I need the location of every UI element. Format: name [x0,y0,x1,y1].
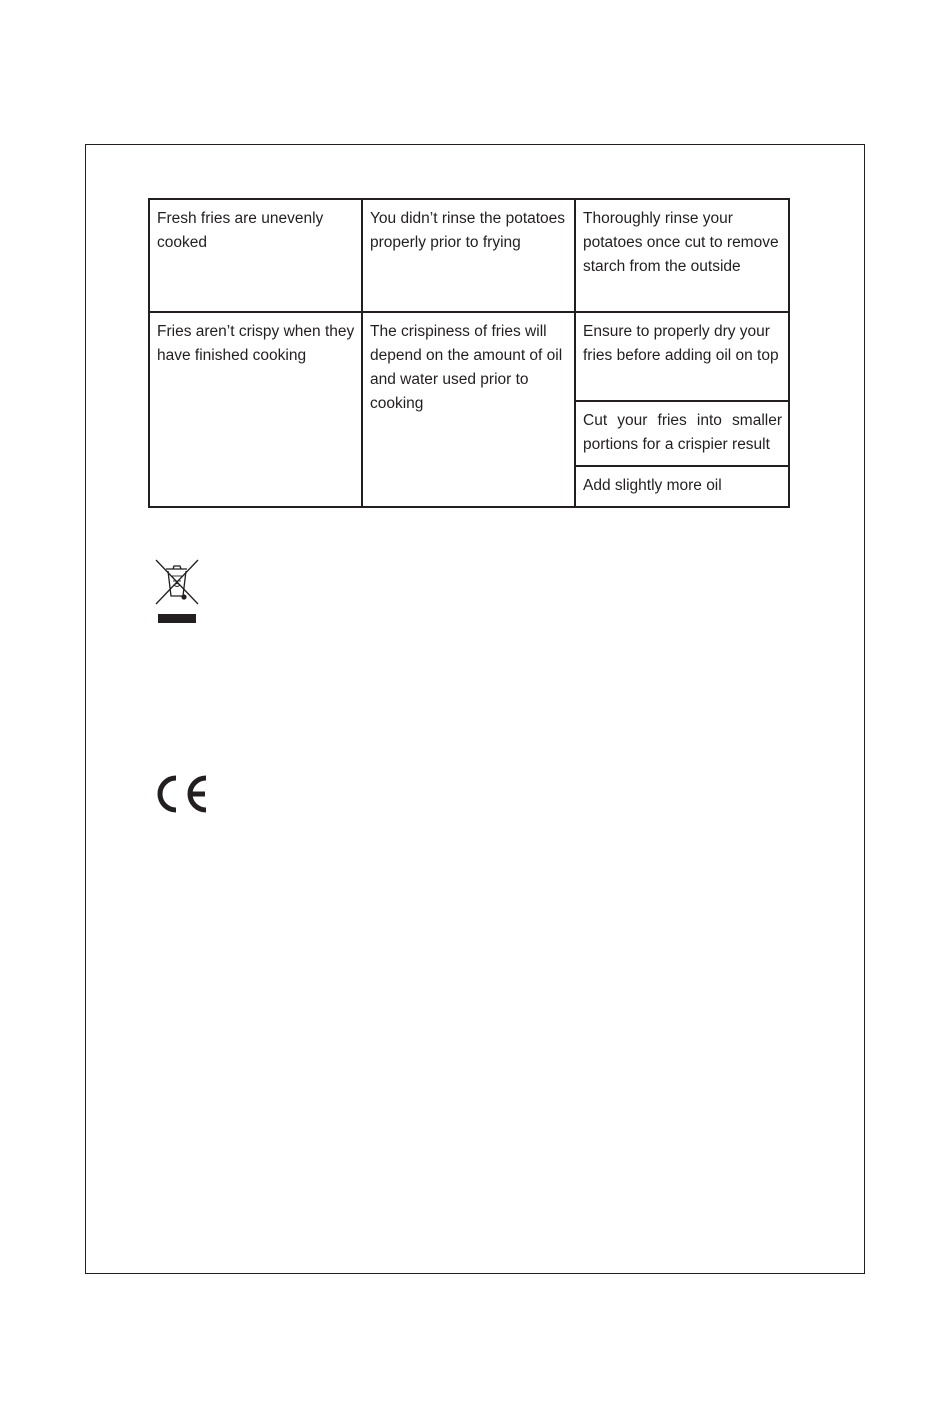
table-row [149,199,789,312]
cause-cell: You didn’t rinse the potatoes properly prior to frying [362,199,575,312]
table-row [149,312,789,401]
crossed-out-wheelie-bin-icon [152,556,202,626]
solution-cell: Add slightly more oil [575,466,789,507]
ce-mark-icon [153,774,209,814]
solution-cell: Ensure to properly dry your fries before adding oil on top [575,312,789,401]
troubleshooting-table [148,198,790,508]
problem-cell: Fries aren’t crispy when they have finished cooking [149,312,362,507]
solution-cell: Thoroughly rinse your potatoes once cut to remove starch from the outside [575,199,789,312]
solution-cell: Cut your fries into smaller portions for a crispier result [575,401,789,466]
problem-cell: Fresh fries are unevenly cooked [149,199,362,312]
cause-cell: The crispiness of fries will depend on the amount of oil and water used prior to cooking [362,312,575,507]
